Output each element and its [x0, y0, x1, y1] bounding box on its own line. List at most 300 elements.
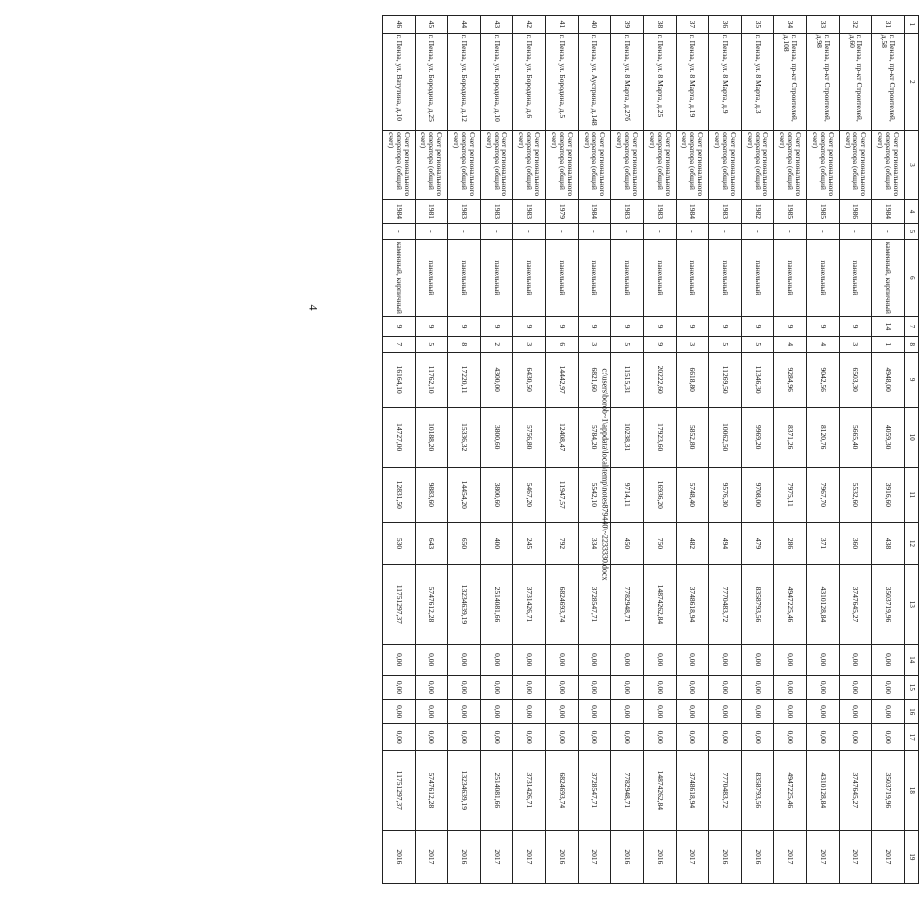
table-cell: 6430,50: [513, 352, 546, 407]
table-cell: 17220,11: [448, 352, 481, 407]
column-number-cell: 14: [905, 644, 919, 675]
table-cell: 5748,40: [676, 467, 709, 522]
table-cell: г. Пенза, ул. Бородина, д.12: [448, 33, 481, 130]
table-cell: панельный: [807, 239, 840, 317]
table-cell: 0,00: [709, 700, 742, 724]
table-cell: Счет регионального оператора (общий счет): [644, 131, 677, 200]
table-cell: 16936,20: [644, 467, 677, 522]
table-cell: 9: [578, 317, 611, 337]
table-cell: 3: [839, 337, 872, 352]
table-cell: 9: [676, 317, 709, 337]
column-number-cell: 3: [905, 131, 919, 200]
table-cell: г. Пенза, ул. Бородина, д.6: [513, 33, 546, 130]
table-cell: Счет регионального оператора (общий счет): [611, 131, 644, 200]
table-cell: 46: [383, 16, 416, 34]
table-cell: 9: [709, 317, 742, 337]
table-cell: 1984: [676, 199, 709, 223]
table-cell: панельный: [774, 239, 807, 317]
table-cell: 11346,30: [741, 352, 774, 407]
table-cell: 792: [546, 522, 579, 564]
table-cell: 2016: [383, 830, 416, 883]
table-cell: 8358793,56: [741, 750, 774, 830]
table-cell: 2017: [415, 830, 448, 883]
table-row: [839, 16, 872, 884]
table-row: [709, 16, 742, 884]
table-cell: 1983: [709, 199, 742, 223]
table-cell: 0,00: [807, 700, 840, 724]
column-number-cell: 2: [905, 33, 919, 130]
table-cell: 5756,80: [513, 407, 546, 467]
table-cell: 2017: [578, 830, 611, 883]
table-cell: 2017: [774, 830, 807, 883]
registry-table: [382, 15, 919, 884]
table-cell: панельный: [546, 239, 579, 317]
table-cell: 245: [513, 522, 546, 564]
table-cell: 5: [611, 337, 644, 352]
table-cell: 9042,56: [807, 352, 840, 407]
table-cell: 14727,00: [383, 407, 416, 467]
table-cell: 1983: [480, 199, 513, 223]
table-cell: -: [741, 224, 774, 239]
table-cell: 0,00: [676, 644, 709, 675]
table-cell: 0,00: [513, 700, 546, 724]
table-cell: 0,00: [513, 644, 546, 675]
table-cell: Счет регионального оператора (общий счет): [415, 131, 448, 200]
table-cell: 5532,60: [839, 467, 872, 522]
table-cell: г. Пенза, пр-кт Строителей, д.108: [774, 33, 807, 130]
table-cell: 5747612,28: [415, 565, 448, 645]
table-cell: 0,00: [644, 724, 677, 751]
table-row: [480, 16, 513, 884]
table-cell: 371: [807, 522, 840, 564]
table-cell: 0,00: [383, 700, 416, 724]
table-cell: 5784,20: [578, 407, 611, 467]
table-cell: 0,00: [644, 675, 677, 699]
table-cell: 0,00: [611, 644, 644, 675]
table-row: [741, 16, 774, 884]
table-cell: 42: [513, 16, 546, 34]
file-path-footer: c:\users\borob~1\appdata\local\temp\notes879440\~2233330.docx: [600, 368, 610, 581]
table-cell: 643: [415, 522, 448, 564]
table-cell: Счет регионального оператора (общий счет): [546, 131, 579, 200]
table-cell: 9: [415, 317, 448, 337]
table-row: [807, 16, 840, 884]
table-cell: 5665,40: [839, 407, 872, 467]
table-cell: 1985: [807, 199, 840, 223]
table-cell: 0,00: [611, 724, 644, 751]
page-number: 4: [306, 304, 321, 311]
table-cell: 2017: [480, 830, 513, 883]
table-cell: 8358793,56: [741, 565, 774, 645]
table-cell: -: [578, 224, 611, 239]
table-cell: 0,00: [611, 700, 644, 724]
table-cell: 0,00: [578, 700, 611, 724]
table-cell: 0,00: [872, 675, 905, 699]
table-cell: г. Пенза, ул. 8 Марта, д.3: [741, 33, 774, 130]
table-cell: 5: [709, 337, 742, 352]
table-cell: 3916,60: [872, 467, 905, 522]
table-cell: -: [480, 224, 513, 239]
table-row: [415, 16, 448, 884]
table-cell: 0,00: [676, 675, 709, 699]
table-cell: 0,00: [513, 724, 546, 751]
table-cell: 0,00: [774, 675, 807, 699]
table-cell: 9: [807, 317, 840, 337]
table-cell: 0,00: [578, 675, 611, 699]
table-cell: Счет регионального оператора (общий счет): [741, 131, 774, 200]
table-cell: г. Пенза, ул. 8 Марта, д.19: [676, 33, 709, 130]
table-cell: 5542,10: [578, 467, 611, 522]
table-cell: панельный: [480, 239, 513, 317]
table-cell: 360: [839, 522, 872, 564]
table-cell: 41: [546, 16, 579, 34]
table-cell: 450: [611, 522, 644, 564]
table-cell: 9714,11: [611, 467, 644, 522]
table-cell: 4: [774, 337, 807, 352]
table-cell: 6821,60: [578, 352, 611, 407]
table-row: [513, 16, 546, 884]
column-number-cell: 13: [905, 565, 919, 645]
table-cell: 286: [774, 522, 807, 564]
table-cell: 10062,50: [709, 407, 742, 467]
table-row: [872, 16, 905, 884]
table-cell: -: [644, 224, 677, 239]
table-cell: 0,00: [448, 724, 481, 751]
table-cell: 34: [774, 16, 807, 34]
table-cell: 5747612,28: [415, 750, 448, 830]
table-cell: Счет регионального оператора (общий счет): [676, 131, 709, 200]
table-cell: 0,00: [415, 724, 448, 751]
table-cell: 4947225,46: [774, 750, 807, 830]
table-cell: 3748618,94: [676, 565, 709, 645]
table-cell: 7: [383, 337, 416, 352]
table-cell: панельный: [709, 239, 742, 317]
table-cell: 5: [415, 337, 448, 352]
table-cell: 0,00: [741, 675, 774, 699]
table-row: [546, 16, 579, 884]
table-cell: 3: [676, 337, 709, 352]
table-cell: 40: [578, 16, 611, 34]
table-cell: 5852,80: [676, 407, 709, 467]
table-cell: 0,00: [741, 700, 774, 724]
table-cell: Счет регионального оператора (общий счет): [774, 131, 807, 200]
table-cell: 0,00: [644, 644, 677, 675]
table-cell: 3800,60: [480, 407, 513, 467]
table-cell: г. Пенза, ул. Аустрина, д.148: [578, 33, 611, 130]
table-cell: 9: [644, 317, 677, 337]
column-number-cell: 9: [905, 352, 919, 407]
table-cell: 14454,20: [448, 467, 481, 522]
table-cell: 650: [448, 522, 481, 564]
table-cell: 2017: [807, 830, 840, 883]
table-cell: 0,00: [709, 644, 742, 675]
table-cell: 10188,20: [415, 407, 448, 467]
table-cell: 2017: [839, 830, 872, 883]
table-cell: 494: [709, 522, 742, 564]
table-cell: 1983: [448, 199, 481, 223]
table-cell: 0,00: [415, 700, 448, 724]
table-cell: 0,00: [448, 700, 481, 724]
column-number-cell: 5: [905, 224, 919, 239]
table-cell: 1985: [774, 199, 807, 223]
table-cell: 45: [415, 16, 448, 34]
table-cell: 0,00: [872, 724, 905, 751]
table-cell: 2016: [709, 830, 742, 883]
table-cell: 14: [872, 317, 905, 337]
table-cell: 6618,80: [676, 352, 709, 407]
table-cell: 5467,20: [513, 467, 546, 522]
table-cell: г. Пенза, ул. Ватутина, д.10: [383, 33, 416, 130]
table-cell: 0,00: [383, 724, 416, 751]
table-cell: 0,00: [578, 644, 611, 675]
table-cell: -: [513, 224, 546, 239]
table-cell: 11751297,37: [383, 750, 416, 830]
column-number-cell: 11: [905, 467, 919, 522]
table-cell: г. Пенза, пр-кт Строителей, д.98: [807, 33, 840, 130]
table-cell: 2017: [513, 830, 546, 883]
table-cell: 2016: [546, 830, 579, 883]
table-cell: г. Пенза, ул. 8 Марта, д.9: [709, 33, 742, 130]
registry-table-rotated: [382, 15, 919, 884]
table-cell: 33: [807, 16, 840, 34]
table-cell: 2016: [611, 830, 644, 883]
table-cell: -: [807, 224, 840, 239]
column-number-cell: 1: [905, 16, 919, 34]
table-cell: 3731426,71: [513, 750, 546, 830]
table-cell: 3731426,71: [513, 565, 546, 645]
table-cell: -: [709, 224, 742, 239]
table-cell: -: [546, 224, 579, 239]
table-cell: -: [448, 224, 481, 239]
table-cell: 0,00: [448, 644, 481, 675]
column-number-cell: 18: [905, 750, 919, 830]
table-cell: 6824693,74: [546, 750, 579, 830]
column-number-cell: 15: [905, 675, 919, 699]
table-cell: 0,00: [383, 675, 416, 699]
table-row: [611, 16, 644, 884]
table-cell: 2: [480, 337, 513, 352]
table-cell: 0,00: [480, 724, 513, 751]
table-cell: 2016: [644, 830, 677, 883]
table-cell: 5: [741, 337, 774, 352]
table-cell: 11751297,37: [383, 565, 416, 645]
table-cell: Счет регионального оператора (общий счет): [807, 131, 840, 200]
table-cell: панельный: [839, 239, 872, 317]
table-cell: 17923,60: [644, 407, 677, 467]
table-cell: г. Пенза, пр-кт Строителей, д.58: [872, 33, 905, 130]
table-cell: 0,00: [578, 724, 611, 751]
table-cell: 0,00: [807, 644, 840, 675]
table-cell: 3748618,94: [676, 750, 709, 830]
table-cell: 12831,50: [383, 467, 416, 522]
table-cell: 11947,57: [546, 467, 579, 522]
table-cell: 0,00: [546, 644, 579, 675]
table-cell: 35: [741, 16, 774, 34]
table-cell: 13234639,19: [448, 565, 481, 645]
table-cell: 0,00: [546, 675, 579, 699]
table-cell: панельный: [448, 239, 481, 317]
table-cell: 0,00: [807, 675, 840, 699]
table-cell: 0,00: [741, 724, 774, 751]
table-cell: 9: [741, 317, 774, 337]
table-cell: 12408,47: [546, 407, 579, 467]
table-cell: 4947225,46: [774, 565, 807, 645]
table-cell: 4310128,84: [807, 565, 840, 645]
table-cell: 2017: [676, 830, 709, 883]
table-cell: 0,00: [872, 644, 905, 675]
table-cell: 0,00: [611, 675, 644, 699]
table-cell: 0,00: [383, 644, 416, 675]
table-cell: 1: [872, 337, 905, 352]
table-cell: 32: [839, 16, 872, 34]
table-cell: 16164,10: [383, 352, 416, 407]
table-cell: 7967,70: [807, 467, 840, 522]
table-cell: 3: [513, 337, 546, 352]
table-cell: 20222,60: [644, 352, 677, 407]
table-cell: каменный, кирпичный: [383, 239, 416, 317]
table-cell: 0,00: [774, 700, 807, 724]
table-cell: 10238,31: [611, 407, 644, 467]
table-cell: 6: [546, 337, 579, 352]
table-cell: 7975,11: [774, 467, 807, 522]
table-cell: 0,00: [644, 700, 677, 724]
table-cell: г. Пенза, ул. 8 Марта, д.25: [644, 33, 677, 130]
table-cell: 9576,30: [709, 467, 742, 522]
table-cell: 0,00: [839, 724, 872, 751]
table-cell: Счет регионального оператора (общий счет): [839, 131, 872, 200]
table-cell: 2016: [448, 830, 481, 883]
table-cell: 334: [578, 522, 611, 564]
table-cell: панельный: [513, 239, 546, 317]
table-cell: 7782948,71: [611, 565, 644, 645]
table-cell: 13234639,19: [448, 750, 481, 830]
table-cell: 0,00: [415, 675, 448, 699]
table-cell: 14442,97: [546, 352, 579, 407]
table-cell: 2514081,66: [480, 565, 513, 645]
table-cell: 1981: [415, 199, 448, 223]
table-cell: 11515,31: [611, 352, 644, 407]
column-number-row: [905, 16, 919, 884]
table-cell: 3: [578, 337, 611, 352]
table-cell: 37: [676, 16, 709, 34]
table-cell: панельный: [644, 239, 677, 317]
table-cell: 2017: [872, 830, 905, 883]
table-cell: 0,00: [774, 724, 807, 751]
table-cell: 0,00: [480, 644, 513, 675]
table-cell: 479: [741, 522, 774, 564]
table-cell: 38: [644, 16, 677, 34]
table-cell: 0,00: [480, 675, 513, 699]
table-cell: г. Пенза, ул. Бородина, д.5: [546, 33, 579, 130]
table-cell: 750: [644, 522, 677, 564]
column-number-cell: 6: [905, 239, 919, 317]
table-cell: -: [383, 224, 416, 239]
table-cell: 4: [807, 337, 840, 352]
column-number-cell: 16: [905, 700, 919, 724]
table-cell: 0,00: [774, 644, 807, 675]
table-cell: Счет регионального оператора (общий счет): [448, 131, 481, 200]
table-cell: -: [611, 224, 644, 239]
table-cell: каменный, кирпичный: [872, 239, 905, 317]
table-cell: 6824693,74: [546, 565, 579, 645]
table-cell: -: [774, 224, 807, 239]
table-cell: г. Пенза, ул. Бородина, д.25: [415, 33, 448, 130]
table-cell: 0,00: [839, 700, 872, 724]
table-cell: 2514081,66: [480, 750, 513, 830]
table-cell: 9: [611, 317, 644, 337]
table-cell: 6503,30: [839, 352, 872, 407]
table-cell: панельный: [741, 239, 774, 317]
table-cell: 1984: [383, 199, 416, 223]
table-cell: -: [676, 224, 709, 239]
table-cell: г. Пенза, ул. 8 Марта, д.27б: [611, 33, 644, 130]
table-cell: 9: [448, 317, 481, 337]
table-cell: 0,00: [676, 700, 709, 724]
table-cell: 1983: [644, 199, 677, 223]
table-cell: Счет регионального оператора (общий счет): [383, 131, 416, 200]
table-cell: 1984: [578, 199, 611, 223]
table-cell: 4948,00: [872, 352, 905, 407]
table-cell: Счет регионального оператора (общий счет): [513, 131, 546, 200]
table-cell: 9: [513, 317, 546, 337]
table-cell: 9: [839, 317, 872, 337]
table-cell: 3800,60: [480, 467, 513, 522]
table-cell: панельный: [415, 239, 448, 317]
table-cell: 400: [480, 522, 513, 564]
table-row: [676, 16, 709, 884]
column-number-cell: 19: [905, 830, 919, 883]
table-cell: 11269,50: [709, 352, 742, 407]
table-row: [774, 16, 807, 884]
table-cell: 4300,00: [480, 352, 513, 407]
table-cell: 11762,10: [415, 352, 448, 407]
table-cell: Счет регионального оператора (общий счет): [709, 131, 742, 200]
table-cell: -: [839, 224, 872, 239]
table-cell: -: [872, 224, 905, 239]
table-cell: 0,00: [546, 700, 579, 724]
table-cell: 1986: [839, 199, 872, 223]
table-cell: 43: [480, 16, 513, 34]
table-cell: 3728547,71: [578, 565, 611, 645]
table-cell: 0,00: [513, 675, 546, 699]
table-cell: 7770483,72: [709, 750, 742, 830]
table-cell: 3503719,96: [872, 565, 905, 645]
column-number-cell: 10: [905, 407, 919, 467]
table-cell: 15336,32: [448, 407, 481, 467]
table-cell: 8120,76: [807, 407, 840, 467]
table-cell: 3503719,96: [872, 750, 905, 830]
table-cell: 1979: [546, 199, 579, 223]
table-cell: 0,00: [415, 644, 448, 675]
table-cell: 0,00: [839, 675, 872, 699]
table-cell: 14874262,84: [644, 565, 677, 645]
table-row: [644, 16, 677, 884]
column-number-cell: 7: [905, 317, 919, 337]
table-cell: -: [415, 224, 448, 239]
table-cell: 0,00: [480, 700, 513, 724]
table-cell: Счет регионального оператора (общий счет): [872, 131, 905, 200]
table-cell: 9708,00: [741, 467, 774, 522]
table-cell: 44: [448, 16, 481, 34]
table-cell: 0,00: [709, 724, 742, 751]
table-cell: 36: [709, 16, 742, 34]
table-cell: 4059,30: [872, 407, 905, 467]
table-cell: 7782948,71: [611, 750, 644, 830]
table-cell: 8: [448, 337, 481, 352]
table-cell: 9: [480, 317, 513, 337]
table-cell: 0,00: [676, 724, 709, 751]
table-cell: 9883,60: [415, 467, 448, 522]
